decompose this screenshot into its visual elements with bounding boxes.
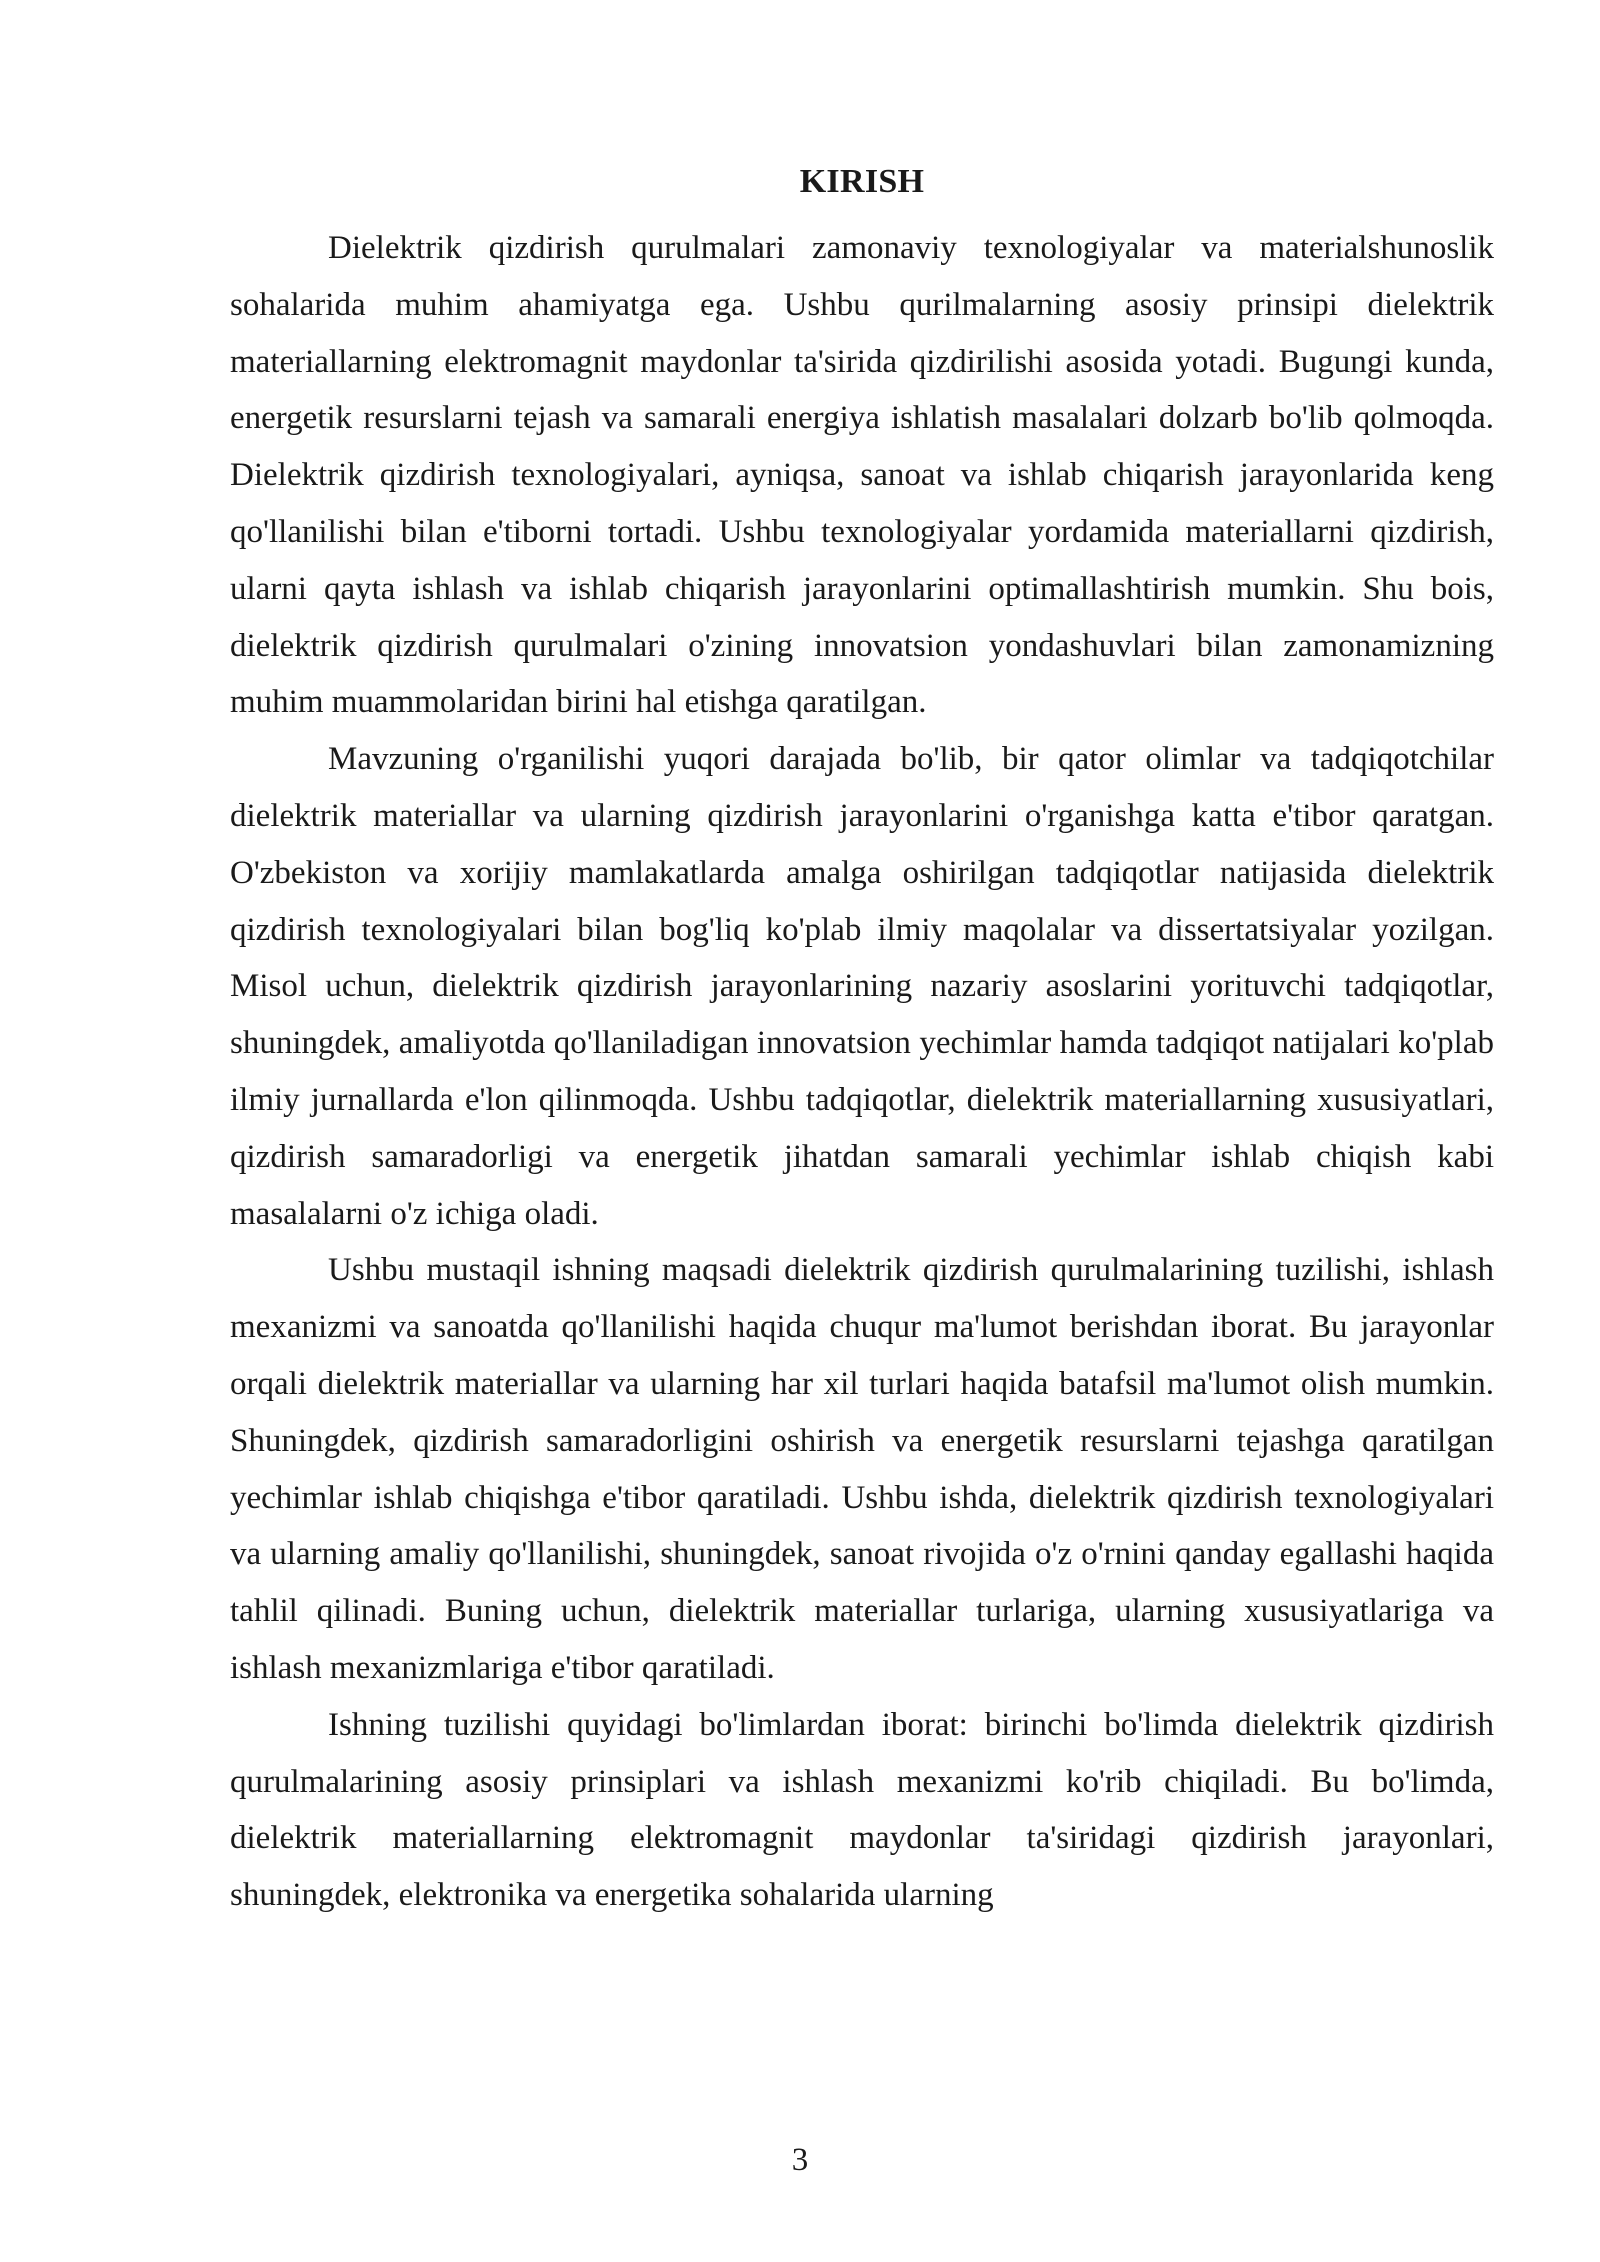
page-number: 3 xyxy=(791,2142,809,2178)
paragraph-1: Dielektrik qizdirish qurulmalari zamonaviy texnologiyalar va materialshunoslik sohalarida muhim ahamiyatga ega. Ushbu qurilmalarning asosiy prinsipi dielektrik materiallarning elektromagnit maydonlar ta'sirida qizdirilishi asosida yotadi. Bugungi kunda, energetik resurslarni tejash va samarali energiya ishlatish masalalari dolzarb bo'lib qolmoqda. Dielektrik qizdirish texnologiyalari, ayniqsa, sanoat va ishlab chiqarish jarayonlarida keng qo'llanilishi bilan e'tiborni tortadi. Ushbu texnologiyalar yordamida materiallarni qizdirish, ularni qayta ishlash va ishlab chiqarish jarayonlarini optimallashtirish mumkin. Shu bois, dielektrik qizdirish qurulmalari o'zining innovatsion yondashuvlari bilan zamonamizning muhim muammolaridan birini hal etishga qaratilgan. xyxy=(230,230,1494,721)
paragraph-3: Ushbu mustaqil ishning maqsadi dielektrik qizdirish qurulmalarining tuzilishi, ishlash mexanizmi va sanoatda qo'llanilishi haqida chuqur ma'lumot berishdan iborat. Bu jarayonlar orqali dielektrik materiallar va ularning har xil turlari haqida batafsil ma'lumot olish mumkin. Shuningdek, qizdirish samaradorligini oshirish va energetik resurslarni tejashga qaratilgan yechimlar ishlab chiqishga e'tibor qaratiladi. Ushbu ishda, dielektrik qizdirish texnologiyalari va ularning amaliy qo'llanilishi, shuningdek, sanoat rivojida o'z o'rnini qanday egallashi haqida tahlil qilinadi. Buning uchun, dielektrik materiallar turlariga, ularning xususiyatlariga va ishlash mexanizmlariga e'tibor qaratiladi. xyxy=(230,1252,1494,1686)
paragraph-2: Mavzuning o'rganilishi yuqori darajada bo'lib, bir qator olimlar va tadqiqotchilar dielektrik materiallar va ularning qizdirish jarayonlarini o'rganishga katta e'tibor qaratgan. O'zbekiston va xorijiy mamlakatlarda amalga oshirilgan tadqiqotlar natijasida dielektrik qizdirish texnologiyalari bilan bog'liq ko'plab ilmiy maqolalar va dissertatsiyalar yozilgan. Misol uchun, dielektrik qizdirish jarayonlarining nazariy asoslarini yorituvchi tadqiqotlar, shuningdek, amaliyotda qo'llaniladigan innovatsion yechimlar hamda tadqiqot natijalari ko'plab ilmiy jurnallarda e'lon qilinmoqda. Ushbu tadqiqotlar, dielektrik materiallarning xususiyatlari, qizdirish samaradorligi va energetik jihatdan samarali yechimlar ishlab chiqish kabi masalalarni o'z ichiga oladi. xyxy=(230,741,1494,1232)
page-content xyxy=(230,162,1494,1924)
section-title: KIRISH xyxy=(799,163,925,200)
paragraph-4: Ishning tuzilishi quyidagi bo'limlardan iborat: birinchi bo'limda dielektrik qizdirish qurulmalarining asosiy prinsiplari va ishlash mexanizmi ko'rib chiqiladi. Bu bo'limda, dielektrik materiallarning elektromagnit maydonlar ta'siridagi qizdirish jarayonlari, shuningdek, elektronika va energetika sohalarida ularning xyxy=(230,1706,1494,1914)
